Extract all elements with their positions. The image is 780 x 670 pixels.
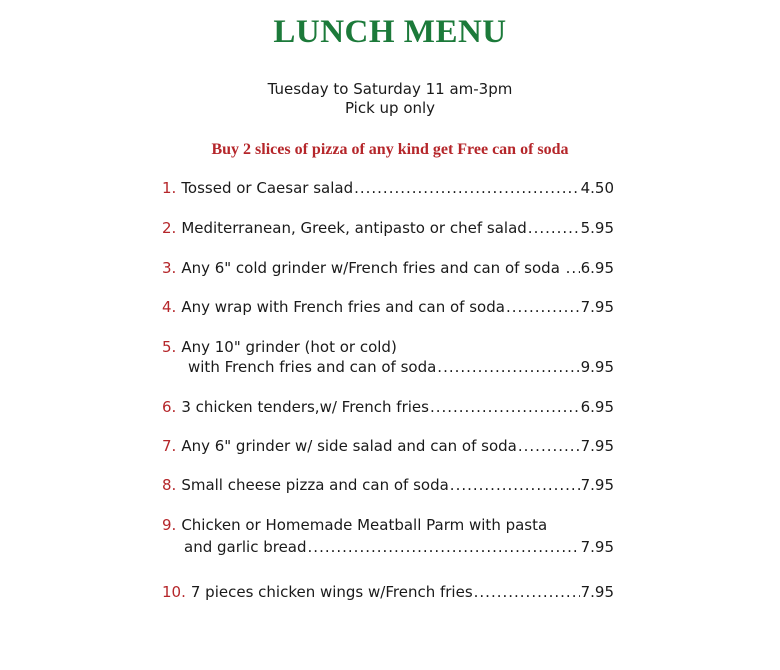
dot-leader bbox=[430, 397, 580, 417]
item-price: 7.95 bbox=[580, 298, 614, 316]
item-number: 8. bbox=[162, 476, 177, 494]
item-name: 7 pieces chicken wings w/French fries bbox=[190, 583, 473, 601]
item-price: 7.95 bbox=[580, 437, 614, 455]
dot-leader bbox=[308, 537, 580, 557]
item-name-continued: and garlic bread bbox=[184, 538, 307, 556]
dot-leader bbox=[450, 475, 580, 495]
menu-item bbox=[162, 337, 614, 377]
item-price: 4.50 bbox=[580, 179, 614, 197]
dot-leader bbox=[354, 178, 580, 198]
dot-leader bbox=[528, 218, 580, 238]
item-name: Mediterranean, Greek, antipasto or chef salad bbox=[181, 219, 527, 237]
dot-leader bbox=[437, 357, 579, 377]
menu-item bbox=[162, 582, 614, 602]
item-price: 7.95 bbox=[580, 476, 614, 494]
item-name: Chicken or Homemade Meatball Parm with pasta bbox=[181, 516, 548, 534]
hours-days: Tuesday to Saturday 11 am-3pm bbox=[267, 80, 513, 98]
item-name: Any 6" grinder w/ side salad and can of soda bbox=[181, 437, 517, 455]
item-price: 9.95 bbox=[580, 358, 614, 376]
menu-item bbox=[162, 436, 614, 456]
item-name: Any 6" cold grinder w/French fries and can of soda bbox=[181, 259, 565, 277]
menu-item bbox=[162, 397, 614, 417]
dot-leader bbox=[474, 582, 580, 602]
promo-banner: Buy 2 slices of pizza of any kind get Free can of soda bbox=[211, 141, 569, 158]
hours-block bbox=[0, 80, 780, 118]
item-name: Any 10" grinder (hot or cold) bbox=[181, 338, 397, 356]
dot-leader bbox=[518, 436, 580, 456]
item-price: 6.95 bbox=[580, 398, 614, 416]
item-price: 5.95 bbox=[580, 219, 614, 237]
item-number: 3. bbox=[162, 259, 177, 277]
item-number: 7. bbox=[162, 437, 177, 455]
menu-item bbox=[162, 515, 614, 557]
item-price: 7.95 bbox=[580, 583, 614, 601]
item-name: 3 chicken tenders,w/ French fries bbox=[181, 398, 429, 416]
menu-item bbox=[162, 258, 614, 278]
item-name: Tossed or Caesar salad bbox=[181, 179, 354, 197]
item-number: 2. bbox=[162, 219, 177, 237]
menu-item bbox=[162, 475, 614, 495]
dot-leader bbox=[506, 297, 580, 317]
item-number: 4. bbox=[162, 298, 177, 316]
dot-leader bbox=[566, 258, 580, 278]
item-number: 5. bbox=[162, 338, 177, 356]
hours-pickup-note: Pick up only bbox=[344, 99, 436, 117]
item-number: 10. bbox=[162, 583, 186, 601]
menu-title: LUNCH MENU bbox=[273, 14, 507, 50]
item-number: 1. bbox=[162, 179, 177, 197]
item-price: 6.95 bbox=[580, 259, 614, 277]
menu-item bbox=[162, 178, 614, 198]
item-number: 9. bbox=[162, 516, 177, 534]
item-name: Small cheese pizza and can of soda bbox=[181, 476, 449, 494]
item-name: Any wrap with French fries and can of soda bbox=[181, 298, 505, 316]
item-price: 7.95 bbox=[580, 538, 614, 556]
menu-item bbox=[162, 297, 614, 317]
item-name-continued: with French fries and can of soda bbox=[188, 358, 437, 376]
item-number: 6. bbox=[162, 398, 177, 416]
menu-item bbox=[162, 218, 614, 238]
